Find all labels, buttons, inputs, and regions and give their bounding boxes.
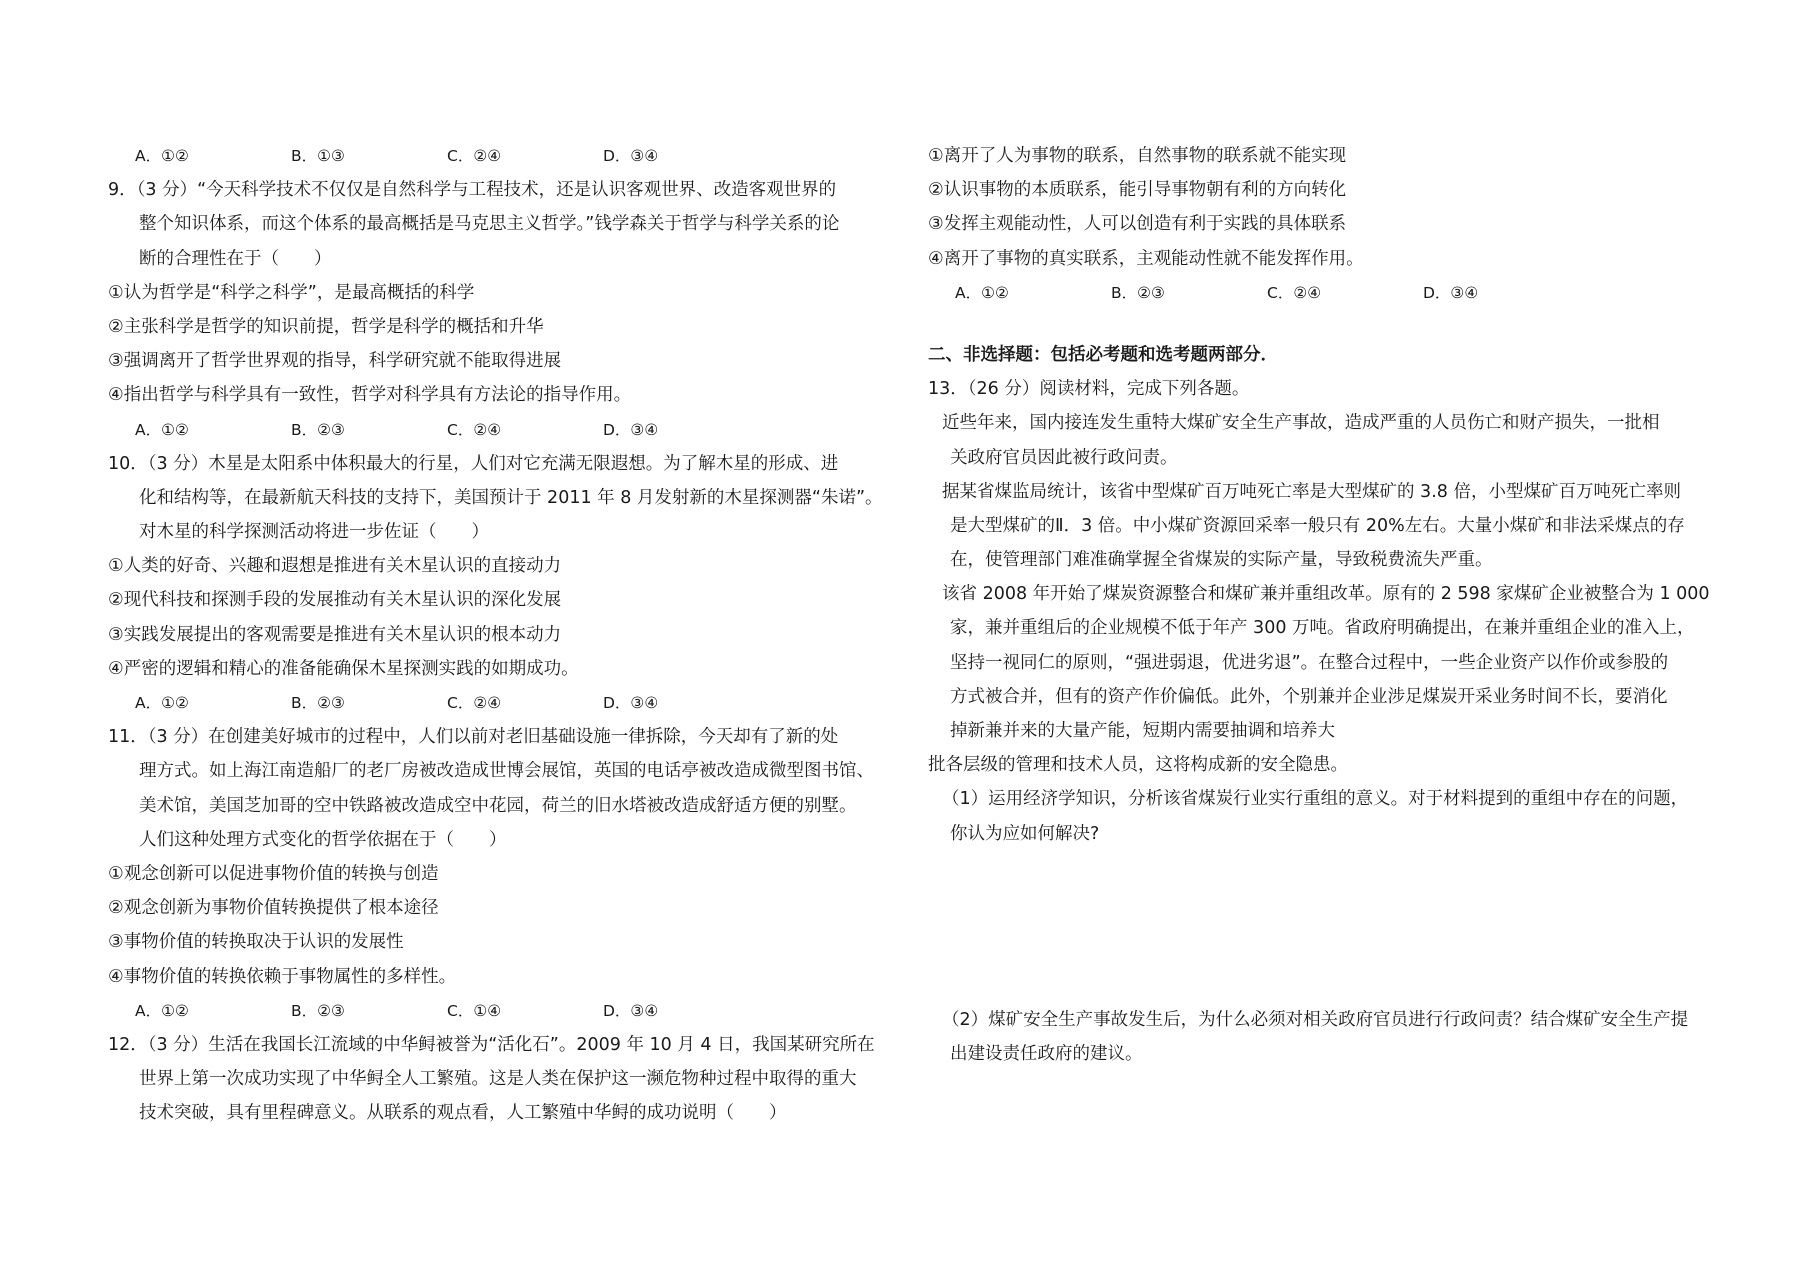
sub-question-1: 你认为应如何解决?: [950, 823, 1100, 844]
question-stem: 12．（3 分）生活在我国长江流域的中华鲟被誉为“活化石”。2009 年 10 月 4 日，我国某研究所在: [108, 1034, 875, 1055]
sub-question-2: （2）煤矿安全生产事故发生后，为什么必须对相关政府官员进行行政问责？结合煤矿安全生产提: [942, 1009, 1689, 1030]
option-d[interactable]: D．③④: [603, 1001, 659, 1020]
option-d[interactable]: D．③④: [603, 420, 659, 439]
question-stem: 美术馆，美国芝加哥的空中铁路被改造成空中花园，荷兰的旧水塔被改造成舒适方便的别墅。: [139, 795, 857, 816]
question-stem: 对木星的科学探测活动将进一步佐证（ ）: [139, 522, 489, 543]
option-a[interactable]: A．①②: [135, 420, 189, 439]
option-b[interactable]: B．②③: [1111, 283, 1165, 302]
question-11: [108, 720, 908, 1028]
question-stem: 世界上第一次成功实现了中华鲟全人工繁殖。这是人类在保护这一濒危物种过程中取得的重大: [139, 1069, 857, 1090]
material-paragraph: 家，兼并重组后的企业规模不低于年产 300 万吨。省政府明确提出，在兼并重组企业的准入上，: [950, 618, 1695, 639]
option-b[interactable]: B．②③: [291, 420, 345, 439]
question-12: [108, 1028, 908, 1131]
question-stem: 技术突破，具有里程碑意义。从联系的观点看，人工繁殖中华鲟的成功说明（ ）: [139, 1103, 787, 1124]
material-paragraph: 批各层级的管理和技术人员，这将构成新的安全隐患。: [928, 755, 1348, 776]
question-stem: 整个知识体系，而这个体系的最高概括是马克思主义哲学。”钱学森关于哲学与科学关系的论: [139, 214, 840, 235]
choice-statement: ①人类的好奇、兴趣和遐想是推进有关木星认识的直接动力: [108, 556, 562, 577]
question-stem: 10．（3 分）木星是太阳系中体积最大的行星，人们对它充满无限遐想。为了解木星的形成、进: [108, 453, 839, 474]
option-a[interactable]: A．①②: [135, 694, 189, 712]
material-paragraph: 方式被合并，但有的资产作价偏低。此外，个别兼并企业涉足煤炭开采业务时间不长，要消化: [950, 686, 1668, 707]
option-c[interactable]: C．②④: [1267, 283, 1322, 302]
right-column: [928, 139, 1728, 1071]
q12-options: [928, 276, 1728, 310]
q8-options: [108, 139, 908, 173]
material-paragraph: 据某省煤监局统计，该省中型煤矿百万吨死亡率是大型煤矿的 3.8 倍，小型煤矿百万吨死亡率则: [942, 481, 1681, 502]
choice-statement: ④事物价值的转换依赖于事物属性的多样性。: [108, 966, 457, 987]
choice-statement: ②现代科技和探测手段的发展推动有关木星认识的深化发展: [108, 590, 562, 611]
material-paragraph: 坚持一视同仁的原则，“强进弱退，优进劣退”。在整合过程中，一些企业资产以作价或参股的: [950, 652, 1669, 673]
option-d[interactable]: D．③④: [603, 147, 659, 165]
q9-options: [108, 413, 908, 447]
option-a[interactable]: A．①②: [135, 147, 189, 165]
spacer: [928, 310, 1728, 338]
question-10: [108, 447, 908, 721]
material-paragraph: 关政府官员因此被行政问责。: [950, 447, 1178, 468]
material-paragraph: 该省 2008 年开始了煤炭资源整合和煤矿兼并重组改革。原有的 2 598 家煤矿企业被整合为 1 000: [942, 584, 1710, 605]
question-stem: 人们这种处理方式变化的哲学依据在于（ ）: [139, 829, 507, 850]
question-header: 13．（26 分）阅读材料，完成下列各题。: [928, 379, 1250, 400]
section-title: 二、非选择题：包括必考题和选考题两部分．: [928, 344, 1278, 365]
choice-statement: ①观念创新可以促进事物价值的转换与创造: [108, 863, 439, 884]
sub-question-1: （1）运用经济学知识，分析该省煤炭行业实行重组的意义。对于材料提到的重组中存在的问题，: [942, 789, 1689, 810]
choice-statement: ①离开了人为事物的联系，自然事物的联系就不能实现: [928, 146, 1347, 166]
choice-statement: ②认识事物的本质联系，能引导事物朝有利的方向转化: [928, 180, 1347, 201]
question-stem: 11．（3 分）在创建美好城市的过程中，人们以前对老旧基础设施一律拆除，今天却有了新的处: [108, 727, 839, 748]
choice-statement: ②观念创新为事物价值转换提供了根本途径: [108, 898, 439, 919]
material-paragraph: 是大型煤矿的Ⅱ．3 倍。中小煤矿资源回采率一般只有 20%左右。大量小煤矿和非法采煤点的存: [950, 515, 1685, 536]
sub-question-2: 出建设责任政府的建议。: [950, 1043, 1143, 1064]
choice-statement: ①认为哲学是“科学之科学”，是最高概括的科学: [108, 282, 475, 303]
material-paragraph: 近些年来，国内接连发生重特大煤矿安全生产事故，造成严重的人员伤亡和财产损失，一批相: [942, 413, 1660, 434]
question-stem: 化和结构等，在最新航天科技的支持下，美国预计于 2011 年 8 月发射新的木星探测器“朱诺”。: [139, 487, 883, 508]
option-b[interactable]: B．①③: [291, 147, 345, 165]
q11-options: [108, 994, 908, 1028]
left-column: [108, 139, 908, 1130]
option-a[interactable]: A．①②: [135, 1001, 189, 1020]
choice-statement: ③事物价值的转换取决于认识的发展性: [108, 932, 404, 953]
material-paragraph: 掉新兼并来的大量产能，短期内需要抽调和培养大: [950, 721, 1335, 741]
choice-statement: ③实践发展提出的客观需要是推进有关木星认识的根本动力: [108, 624, 562, 645]
choice-statement: ③发挥主观能动性，人可以创造有利于实践的具体联系: [928, 214, 1347, 235]
choice-statement: ④严密的逻辑和精心的准备能确保木星探测实践的如期成功。: [108, 658, 579, 679]
choice-statement: ④指出哲学与科学具有一致性，哲学对科学具有方法论的指导作用。: [108, 385, 632, 406]
question-stem: 断的合理性在于（ ）: [139, 248, 332, 269]
option-d[interactable]: D．③④: [603, 694, 659, 712]
choice-statement: ③强调离开了哲学世界观的指导，科学研究就不能取得进展: [108, 351, 562, 372]
option-b[interactable]: B．②③: [291, 1001, 345, 1020]
option-c[interactable]: C．②④: [447, 694, 502, 712]
choice-statement: ②主张科学是哲学的知识前提，哲学是科学的概括和升华: [108, 316, 544, 337]
answer-space: [928, 851, 1728, 1003]
material-paragraph: 在，使管理部门难准确掌握全省煤炭的实际产量，导致税费流失严重。: [950, 550, 1493, 571]
option-a[interactable]: A．①②: [955, 283, 1009, 302]
question-13: [928, 372, 1728, 1071]
choice-statement: ④离开了事物的真实联系，主观能动性就不能发挥作用。: [928, 248, 1364, 269]
question-stem: 9．（3 分）“今天科学技术不仅仅是自然科学与工程技术，还是认识客观世界、改造客观世界的: [108, 180, 837, 201]
option-d[interactable]: D．③④: [1423, 283, 1479, 302]
option-c[interactable]: C．②④: [447, 420, 502, 439]
question-9: [108, 173, 908, 447]
option-c[interactable]: C．②④: [447, 147, 502, 165]
option-c[interactable]: C．①④: [447, 1001, 502, 1020]
option-b[interactable]: B．②③: [291, 694, 345, 712]
question-stem: 理方式。如上海江南造船厂的老厂房被改造成世博会展馆，英国的电话亭被改造成微型图书馆、: [139, 761, 874, 782]
q10-options: [108, 686, 908, 720]
